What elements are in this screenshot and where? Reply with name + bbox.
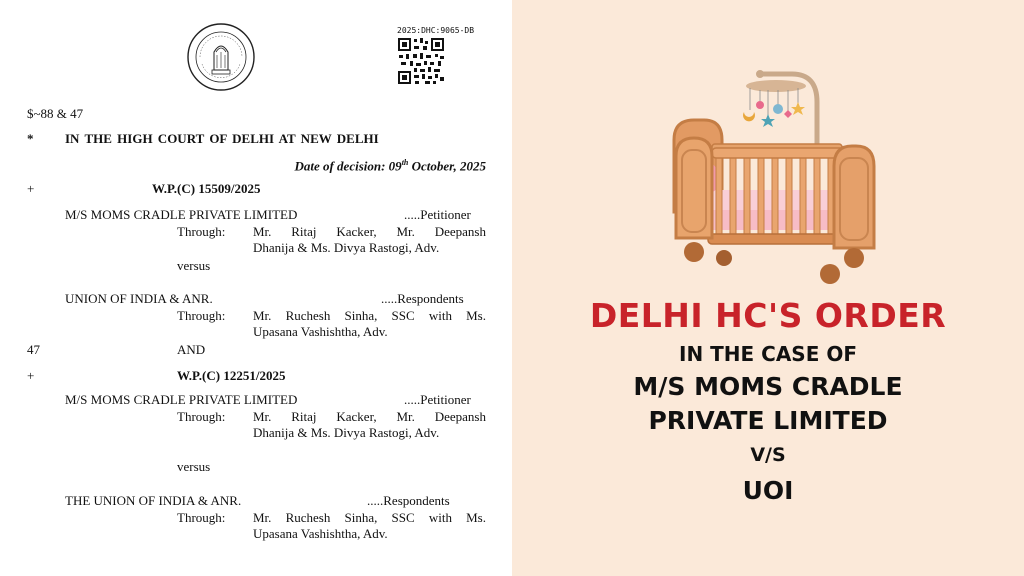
case2-respondent-role: .....Respondents: [367, 493, 450, 508]
case1-petitioner-counsel-1: Mr. Ritaj Kacker, Mr. Deepansh: [253, 224, 486, 239]
baby-crib-illustration: [642, 62, 882, 294]
case1-respondent-counsel-2: Upasana Vashishtha, Adv.: [253, 324, 388, 339]
case1-respondent-role: .....Respondents: [381, 291, 464, 306]
case1-through-label: Through:: [177, 224, 226, 239]
and-separator: AND: [177, 342, 206, 357]
case1-respondent-counsel-1: Mr. Ruchesh Sinha, SSC with Ms.: [253, 308, 486, 323]
citation-number: 2025:DHC:9065-DB: [397, 26, 475, 35]
case1-respondent-through-label: Through:: [177, 308, 226, 323]
case1-petitioner-role: .....Petitioner: [404, 207, 471, 222]
case2-petitioner-counsel-2: Dhanija & Ms. Divya Rastogi, Adv.: [253, 425, 440, 440]
headline-opponent: UOI: [742, 476, 794, 505]
case1-marker: +: [27, 181, 35, 196]
decision-date: Date of decision: 09th October, 2025: [294, 158, 486, 174]
headline-party-2: PRIVATE LIMITED: [648, 406, 888, 435]
case2-petitioner-role: .....Petitioner: [404, 392, 471, 407]
case2-petitioner: M/S MOMS CRADLE PRIVATE LIMITED: [65, 392, 298, 407]
case1-petitioner: M/S MOMS CRADLE PRIVATE LIMITED: [65, 207, 298, 222]
case2-respondent-counsel-2: Upasana Vashishtha, Adv.: [253, 526, 388, 541]
case2-marker: +: [27, 368, 35, 383]
matter-number: $~88 & 47: [27, 106, 84, 121]
case2-petitioner-counsel-1: Mr. Ritaj Kacker, Mr. Deepansh: [253, 409, 486, 424]
court-title: IN THE HIGH COURT OF DELHI AT NEW DELHI: [65, 131, 379, 146]
headline-party-1: M/S MOMS CRADLE: [633, 372, 903, 401]
case2-through-label: Through:: [177, 409, 226, 424]
qr-code-icon: [397, 37, 445, 85]
case2-versus: versus: [177, 459, 211, 474]
case2-respondent-counsel-1: Mr. Ruchesh Sinha, SSC with Ms.: [253, 510, 486, 525]
case1-respondent: UNION OF INDIA & ANR.: [65, 291, 213, 306]
case1-number: W.P.(C) 15509/2025: [152, 181, 261, 196]
court-emblem-icon: [186, 22, 256, 92]
court-marker: *: [27, 131, 34, 146]
item-number: 47: [27, 342, 40, 357]
headline-versus: V/S: [750, 444, 786, 466]
case2-respondent-through-label: Through:: [177, 510, 226, 525]
case1-versus: versus: [177, 258, 211, 273]
case2-respondent: THE UNION OF INDIA & ANR.: [65, 493, 242, 508]
headline-title: DELHI HC'S ORDER: [589, 296, 947, 335]
headline-case-line: IN THE CASE OF: [679, 342, 857, 366]
case2-number: W.P.(C) 12251/2025: [177, 368, 286, 383]
case1-petitioner-counsel-2: Dhanija & Ms. Divya Rastogi, Adv.: [253, 240, 440, 255]
